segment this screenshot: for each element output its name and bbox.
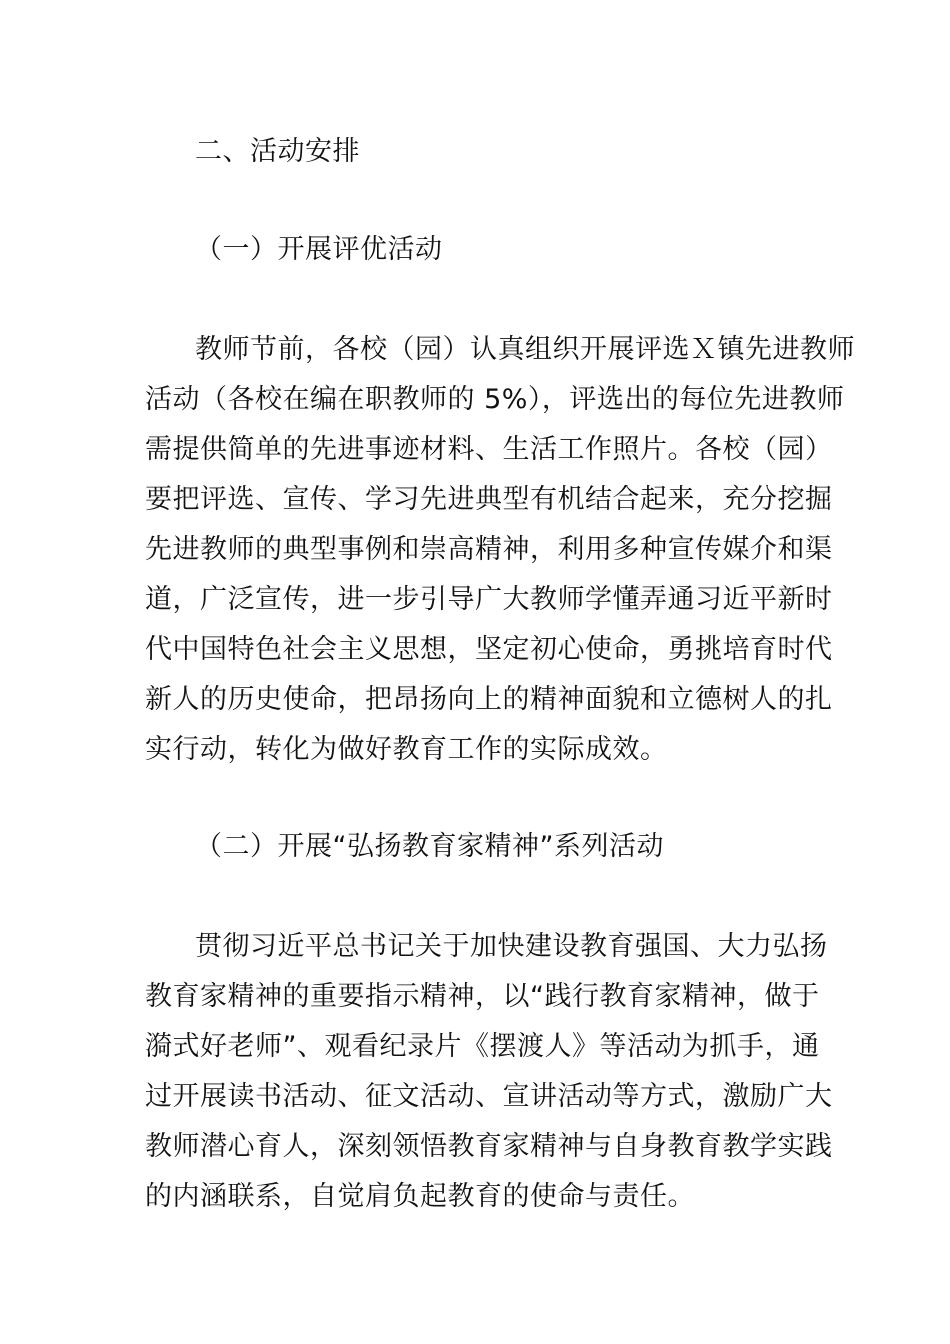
paragraph-2-line-3: 漪式好老师”、观看纪录片《摆渡人》等活动为抓手，通 xyxy=(145,1031,820,1062)
paragraph-1-line-2: 活动（各校在编在职教师的 5%），评选出的每位先进教师 xyxy=(145,384,845,415)
paragraph-1-line-8: 新人的历史使命，把昂扬向上的精神面貌和立德树人的扎 xyxy=(145,684,833,715)
paragraph-1-line-1: 教师节前，各校（园）认真组织开展评选Ｘ镇先进教师 xyxy=(195,334,855,365)
paragraph-2-line-4: 过开展读书活动、征文活动、宣讲活动等方式，激励广大 xyxy=(145,1081,833,1112)
section-heading: 二、活动安排 xyxy=(195,136,360,167)
paragraph-1-line-7: 代中国特色社会主义思想，坚定初心使命，勇挑培育时代 xyxy=(145,634,833,665)
paragraph-2-line-1: 贯彻习近平总书记关于加快建设教育强国、大力弘扬 xyxy=(195,931,828,962)
paragraph-1-line-4: 要把评选、宣传、学习先进典型有机结合起来，充分挖掘 xyxy=(145,484,833,515)
paragraph-2-line-5: 教师潜心育人，深刻领悟教育家精神与自身教育教学实践 xyxy=(145,1131,833,1162)
paragraph-2-line-2: 教育家精神的重要指示精神，以“践行教育家精神，做于 xyxy=(145,981,820,1012)
subsection-heading-2: （二）开展“弘扬教育家精神”系列活动 xyxy=(195,831,664,862)
paragraph-1-line-9: 实行动，转化为做好教育工作的实际成效。 xyxy=(145,734,668,765)
paragraph-1-line-5: 先进教师的典型事例和崇高精神，利用多种宣传媒介和渠 xyxy=(145,534,833,565)
paragraph-1-line-3: 需提供简单的先进事迹材料、生活工作照片。各校（园） xyxy=(145,434,833,465)
paragraph-1-line-6: 道，广泛宣传，进一步引导广大教师学懂弄通习近平新时 xyxy=(145,584,833,615)
subsection-heading-1: （一）开展评优活动 xyxy=(195,234,443,265)
paragraph-2-line-6: 的内涵联系，自觉肩负起教育的使命与责任。 xyxy=(145,1181,695,1212)
